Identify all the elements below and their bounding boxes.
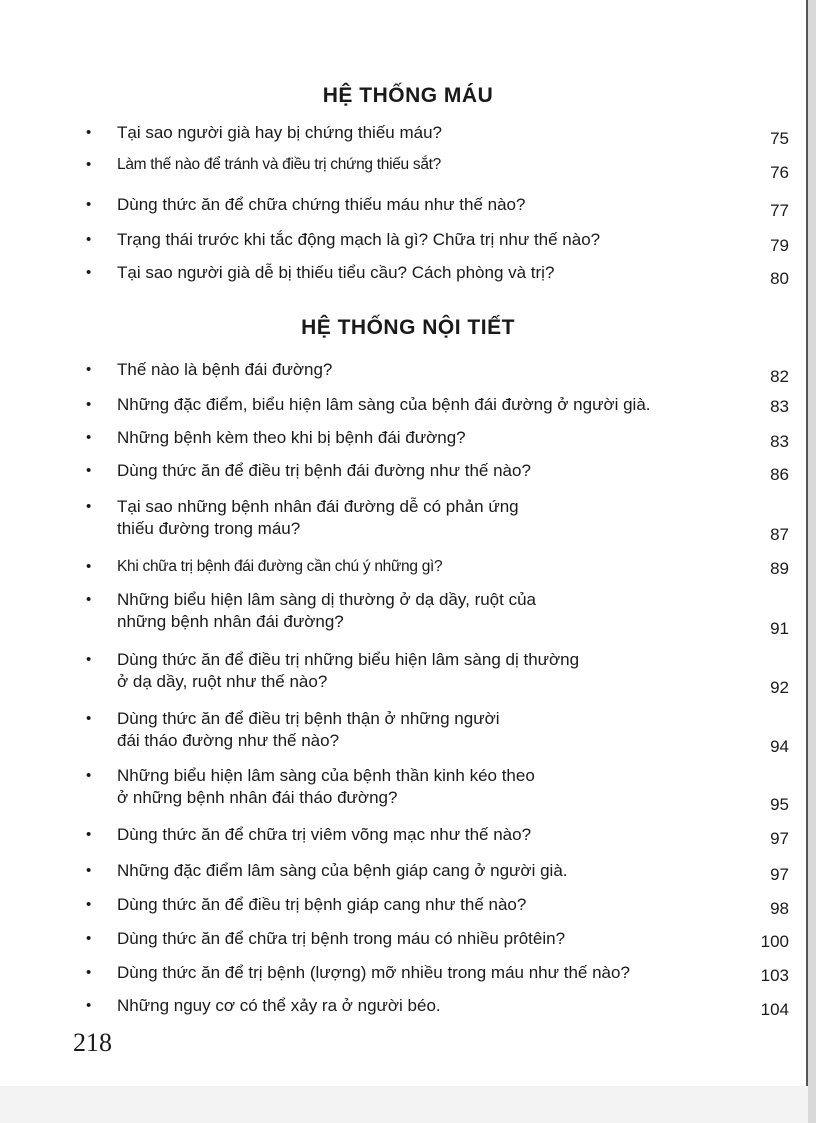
toc-entry-text: Những đặc điểm, biểu hiện lâm sàng của bệnh đái đường ở người già. bbox=[117, 395, 651, 414]
bullet-icon: • bbox=[86, 498, 92, 515]
toc-entry-text: Dùng thức ăn để điều trị bệnh giáp cang như thế nào? bbox=[117, 895, 527, 914]
toc-entry-text: Những nguy cơ có thể xảy ra ở người béo. bbox=[117, 996, 441, 1015]
toc-entry-text: Dùng thức ăn để chữa chứng thiếu máu như thế nào? bbox=[117, 195, 526, 214]
toc-entry-page: 97 bbox=[770, 829, 789, 848]
toc-entry-text-line2: ở dạ dầy, ruột như thế nào? bbox=[117, 672, 328, 691]
bullet-icon: • bbox=[86, 396, 92, 413]
bullet-icon: • bbox=[86, 767, 92, 784]
section-title-endocrine-system: HỆ THỐNG NỘI TIẾT bbox=[301, 316, 515, 339]
scan-bottom-strip bbox=[0, 1086, 808, 1123]
toc-entry-page: 76 bbox=[770, 163, 789, 182]
toc-entry-text: Thế nào là bệnh đái đường? bbox=[117, 360, 333, 379]
bullet-icon: • bbox=[86, 196, 92, 213]
toc-entry-text: Dùng thức ăn để trị bệnh (lượng) mỡ nhiều trong máu như thế nào? bbox=[117, 963, 630, 982]
toc-entry-text-line1: Những biểu hiện lâm sàng của bệnh thần kinh kéo theo bbox=[117, 766, 535, 785]
bullet-icon: • bbox=[86, 826, 92, 843]
bullet-icon: • bbox=[86, 429, 92, 446]
toc-entry-text: Tại sao người già dễ bị thiếu tiểu cầu? Cách phòng và trị? bbox=[117, 263, 555, 282]
toc-entry-page: 89 bbox=[770, 559, 789, 578]
toc-entry-text-line2: những bệnh nhân đái đường? bbox=[117, 612, 344, 631]
bullet-icon: • bbox=[86, 231, 92, 248]
toc-entry-page: 98 bbox=[770, 899, 789, 918]
bullet-icon: • bbox=[86, 862, 92, 879]
toc-entry-text-line1: Tại sao những bệnh nhân đái đường dễ có phản ứng bbox=[117, 497, 519, 516]
toc-entry-page: 82 bbox=[770, 367, 789, 386]
bullet-icon: • bbox=[86, 591, 92, 608]
toc-entry-text: Khi chữa trị bệnh đái đường cần chú ý những gì? bbox=[117, 558, 443, 575]
toc-entry-page: 95 bbox=[770, 795, 789, 814]
toc-entry-page: 77 bbox=[770, 201, 789, 220]
bullet-icon: • bbox=[86, 264, 92, 281]
toc-entry-text: Những bệnh kèm theo khi bị bệnh đái đường? bbox=[117, 428, 466, 447]
toc-entry-page: 75 bbox=[770, 129, 789, 148]
toc-entry-text-line2: đái tháo đường như thế nào? bbox=[117, 731, 340, 750]
page-number: 218 bbox=[73, 1028, 112, 1057]
toc-entry-text-line1: Dùng thức ăn để điều trị những biểu hiện lâm sàng dị thường bbox=[117, 650, 580, 669]
bullet-icon: • bbox=[86, 156, 92, 173]
bullet-icon: • bbox=[86, 896, 92, 913]
toc-entry-text: Dùng thức ăn để điều trị bệnh đái đường như thế nào? bbox=[117, 461, 531, 480]
toc-entry-text: Dùng thức ăn để chữa trị viêm võng mạc như thế nào? bbox=[117, 825, 532, 844]
toc-entry-page: 87 bbox=[770, 525, 789, 544]
toc-entry-text: Dùng thức ăn để chữa trị bệnh trong máu có nhiều prôtêin? bbox=[117, 929, 566, 948]
page-edge bbox=[808, 0, 816, 1123]
bullet-icon: • bbox=[86, 930, 92, 947]
toc-entry-text-line1: Những biểu hiện lâm sàng dị thường ở dạ dầy, ruột của bbox=[117, 590, 536, 609]
toc-entry-page: 92 bbox=[770, 678, 789, 697]
bullet-icon: • bbox=[86, 997, 92, 1014]
toc-entry-text-line2: ở những bệnh nhân đái tháo đường? bbox=[117, 788, 398, 807]
toc-entry-text: Tại sao người già hay bị chứng thiếu máu? bbox=[117, 123, 442, 142]
toc-entry-page: 103 bbox=[760, 966, 789, 985]
section-title-blood-system: HỆ THỐNG MÁU bbox=[322, 84, 494, 107]
bullet-icon: • bbox=[86, 710, 92, 727]
toc-entry-text: Những đặc điểm lâm sàng của bệnh giáp cang ở người già. bbox=[117, 861, 568, 880]
toc-entry-text-line2: thiếu đường trong máu? bbox=[117, 519, 301, 538]
toc-entry-page: 83 bbox=[770, 432, 789, 451]
toc-entry-page: 83 bbox=[770, 397, 789, 416]
toc-entry-text: Trạng thái trước khi tắc động mạch là gì? Chữa trị như thế nào? bbox=[117, 230, 601, 249]
toc-entry-page: 104 bbox=[760, 1000, 789, 1019]
bullet-icon: • bbox=[86, 124, 92, 141]
toc-entry-page: 79 bbox=[770, 236, 789, 255]
toc-entry-page: 97 bbox=[770, 865, 789, 884]
toc-entry-text-line1: Dùng thức ăn để điều trị bệnh thận ở những người bbox=[117, 709, 500, 728]
toc-entry-page: 80 bbox=[770, 269, 789, 288]
bullet-icon: • bbox=[86, 462, 92, 479]
bullet-icon: • bbox=[86, 651, 92, 668]
toc-entry-page: 86 bbox=[770, 465, 789, 484]
toc-entry-page: 94 bbox=[770, 737, 789, 756]
bullet-icon: • bbox=[86, 964, 92, 981]
bullet-icon: • bbox=[86, 558, 92, 575]
bullet-icon: • bbox=[86, 361, 92, 378]
toc-entry-page: 100 bbox=[760, 932, 789, 951]
toc-entry-page: 91 bbox=[770, 619, 789, 638]
toc-entry-text: Làm thế nào để tránh và điều trị chứng thiếu sắt? bbox=[117, 156, 441, 173]
